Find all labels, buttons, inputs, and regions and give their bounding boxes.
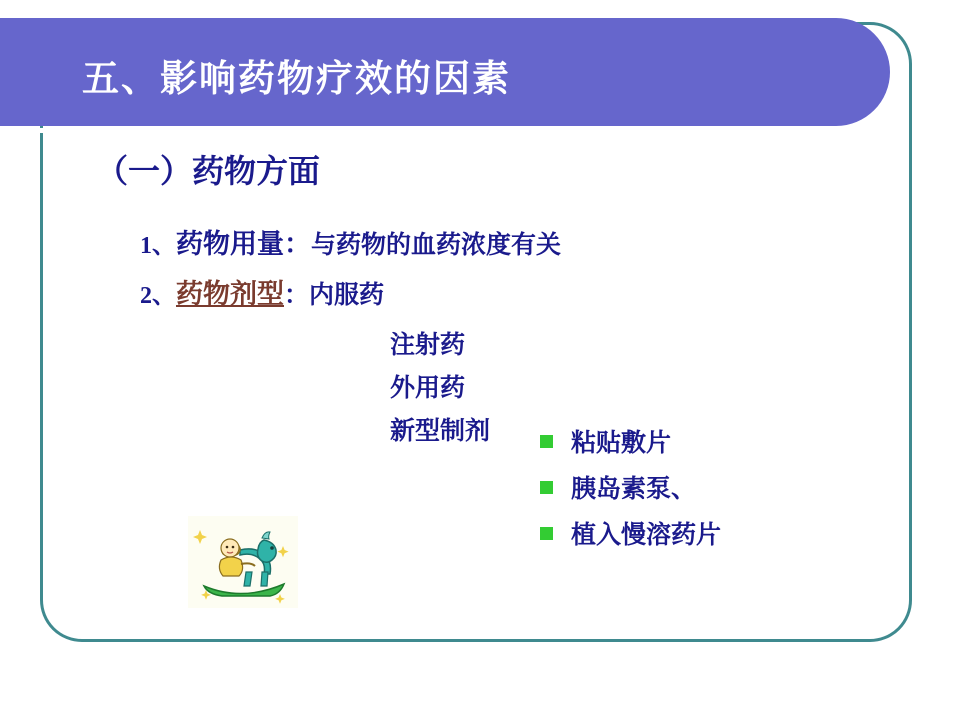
list-item-2-number: 2、	[140, 283, 176, 309]
list-item	[540, 418, 721, 464]
title-underline-rule	[0, 128, 850, 133]
list-item	[540, 464, 721, 510]
dosage-form-3: 新型制剂	[390, 418, 491, 445]
rocking-horse-clipart-icon	[188, 516, 298, 608]
list-item-2-separator: ：	[284, 282, 310, 309]
list-item-2-value: 内服药	[309, 282, 385, 309]
bullet-label-1: 粘贴敷片	[571, 430, 672, 457]
list-item-1-value: 与药物的血药浓度有关	[311, 232, 562, 259]
list-item-1	[140, 222, 561, 261]
bullet-label-3: 植入慢溶药片	[571, 522, 722, 549]
bullet-label-2: 胰岛素泵、	[571, 476, 697, 503]
square-bullet-icon	[540, 481, 553, 494]
section-subtitle: （一）药物方面	[96, 153, 321, 189]
bullet-list	[540, 418, 721, 556]
square-bullet-icon	[540, 435, 553, 448]
list-item-1-label: 药物用量：	[176, 229, 311, 259]
square-bullet-icon	[540, 527, 553, 540]
list-item	[540, 510, 721, 556]
list-item-2	[140, 272, 384, 311]
dosage-form-2: 外用药	[390, 375, 466, 402]
list-item-1-number: 1、	[140, 233, 176, 259]
list-item-2-label: 药物剂型	[176, 279, 284, 309]
page-title: 五、影响药物疗效的因素	[82, 59, 511, 100]
dosage-form-1: 注射药	[390, 332, 466, 359]
